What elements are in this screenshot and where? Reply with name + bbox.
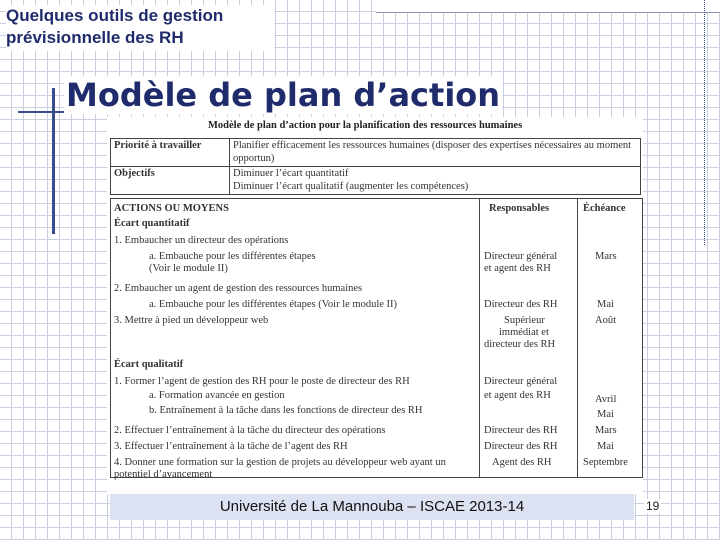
priority-label: Priorité à travailler bbox=[111, 139, 230, 167]
actions-table bbox=[110, 198, 643, 478]
action-subitem: a. Formation avancée en gestion bbox=[149, 390, 285, 401]
echeance: Mai bbox=[597, 409, 614, 420]
top-right-bar bbox=[376, 0, 720, 13]
right-divider-line bbox=[704, 0, 706, 245]
action-item: 2. Embaucher un agent de gestion des ressources humaines bbox=[114, 283, 363, 294]
section-qualitatif: Écart qualitatif bbox=[114, 359, 184, 370]
objectives-value bbox=[230, 167, 641, 195]
column-separator bbox=[577, 199, 578, 477]
header-responsables: Responsables bbox=[489, 203, 550, 214]
action-item: 3. Effectuer l’entraînement à la tâche de l’agent des RH bbox=[114, 441, 348, 452]
section-quantitatif: Écart quantitatif bbox=[114, 218, 190, 229]
action-subitem: b. Entraînement à la tâche dans les fonctions de directeur des RH bbox=[149, 405, 423, 416]
echeance: Mars bbox=[595, 425, 617, 436]
action-subitem: (Voir le module II) bbox=[149, 263, 228, 274]
footer: Université de La Mannouba – ISCAE 2013-14 bbox=[110, 494, 634, 520]
header-text bbox=[6, 5, 274, 51]
responsable: directeur des RH bbox=[484, 339, 556, 350]
responsable: Agent des RH bbox=[492, 457, 552, 468]
header-actions: ACTIONS OU MOYENS bbox=[114, 203, 229, 214]
responsable: et agent des RH bbox=[484, 390, 551, 401]
responsable: Directeur des RH bbox=[484, 299, 558, 310]
header-line-1: Quelques outils de gestion bbox=[6, 6, 224, 25]
echeance: Avril bbox=[595, 394, 617, 405]
priority-objectives-table bbox=[110, 138, 641, 195]
echeance: Août bbox=[595, 315, 616, 326]
objectives-label: Objectifs bbox=[111, 167, 230, 195]
responsable: Directeur des RH bbox=[484, 425, 558, 436]
document-title: Modèle de plan d’action pour la planification des ressources humaines bbox=[208, 120, 523, 131]
decorative-vertical-line bbox=[52, 88, 55, 234]
responsable: Directeur des RH bbox=[484, 441, 558, 452]
priority-value: Planifier efficacement les ressources humaines (disposer des expertises nécessaires au moment opportun) bbox=[230, 139, 641, 167]
action-plan-document bbox=[107, 117, 643, 494]
action-item-continuation: potentiel d’avancement bbox=[114, 469, 213, 480]
header-echeance: Échéance bbox=[583, 203, 626, 214]
responsable: Directeur général bbox=[484, 251, 558, 262]
echeance: Mai bbox=[597, 441, 614, 452]
echeance: Mars bbox=[595, 251, 617, 262]
objective-1: Diminuer l’écart quantitatif bbox=[233, 168, 349, 179]
action-item: 3. Mettre à pied un développeur web bbox=[114, 315, 269, 326]
echeance: Mai bbox=[597, 299, 614, 310]
objective-2: Diminuer l’écart qualitatif (augmenter les compétences) bbox=[233, 180, 469, 192]
header-line-2: prévisionnelle des RH bbox=[6, 28, 184, 47]
slide-title: Modèle de plan d’action bbox=[66, 76, 501, 114]
responsable: immédiat et bbox=[499, 327, 549, 338]
action-subitem: a. Embauche pour les différentes étapes bbox=[149, 251, 316, 262]
page-number: 19 bbox=[646, 499, 660, 513]
column-separator bbox=[479, 199, 480, 477]
action-item: 2. Effectuer l’entraînement à la tâche du directeur des opérations bbox=[114, 425, 386, 436]
responsable: et agent des RH bbox=[484, 263, 551, 274]
action-item: 1. Embaucher un directeur des opérations bbox=[114, 235, 289, 246]
action-item: 4. Donner une formation sur la gestion de projets au développeur web ayant un bbox=[114, 457, 446, 468]
responsable: Supérieur bbox=[504, 315, 545, 326]
responsable: Directeur général bbox=[484, 376, 558, 387]
action-subitem: a. Embauche pour les différentes étapes (Voir le module II) bbox=[149, 299, 398, 310]
echeance: Septembre bbox=[583, 457, 628, 468]
action-item: 1. Former l’agent de gestion des RH pour le poste de directeur des RH bbox=[114, 376, 410, 387]
